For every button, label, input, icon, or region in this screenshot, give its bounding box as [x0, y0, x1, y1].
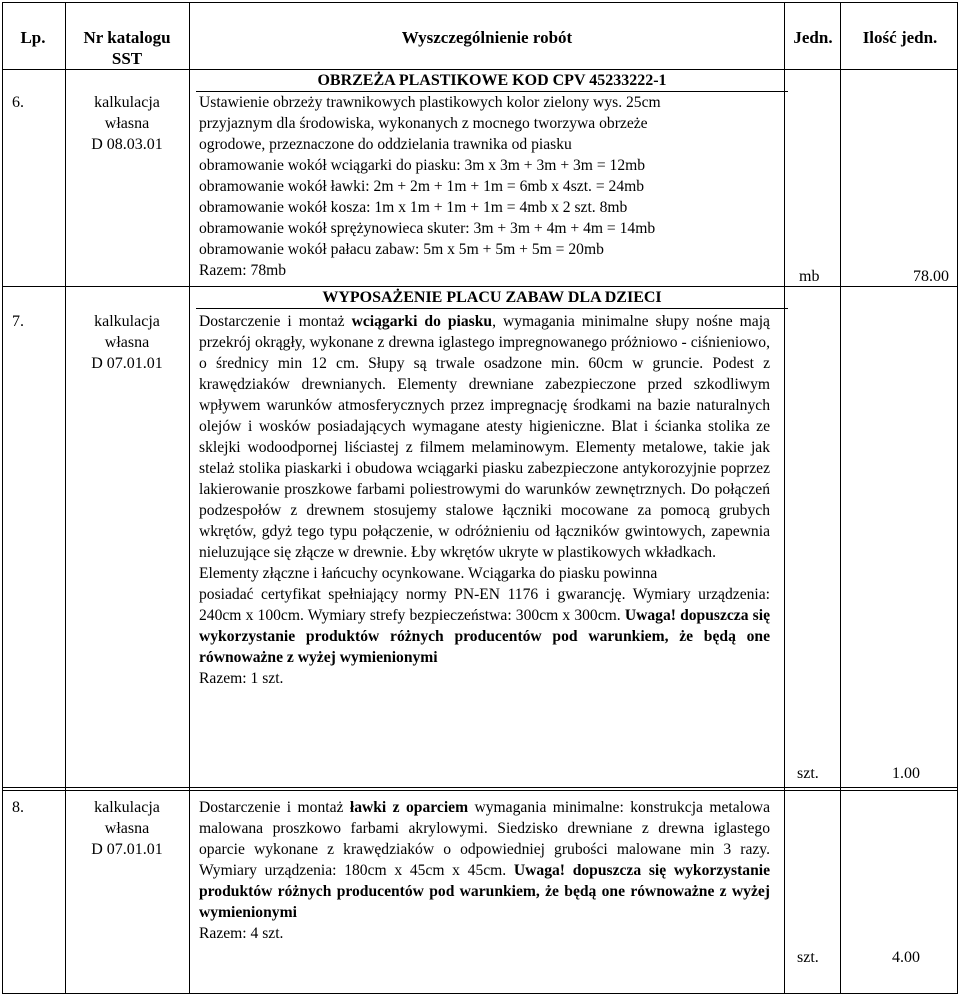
row-6-line-5: obramowanie wokół ławki: 2m + 2m + 1m + 1m = 6mb x 4szt. = 24mb: [199, 178, 645, 195]
row-6-catalog-line3: D 08.03.01: [91, 136, 163, 153]
section-heading-playground: WYPOSAŻENIE PLACU ZABAW DLA DZIECI: [322, 289, 662, 306]
column-border-lp: [65, 2, 66, 994]
row-7-line-b-text: posiadać certyfikat spełniający normy PN-EN 1176 i gwarancję. Wymiary urządzenia: 240cm x 100cm. Wymiary strefy bezpieczeństwa: 300cm x 300cm.: [199, 586, 770, 624]
row-8-body: [199, 797, 770, 923]
column-border-unit: [840, 2, 841, 994]
header-divider: [2, 69, 958, 70]
row-6-quantity: 78.00: [913, 268, 949, 285]
row-8-intro: Dostarczenie i montaż: [199, 799, 350, 816]
row-6-total: Razem: 78mb: [199, 262, 287, 279]
row-7-line-a: Elementy złączne i łańcuchy ocynkowane. Wciągarka do piasku powinna: [199, 565, 658, 582]
row-7-intro: Dostarczenie i montaż: [199, 313, 352, 330]
row-7-body-text: , wymagania minimalne słupy nośne mają przekrój okrągły, wykonane z drewna iglastego impregnowanego próżniowo - ciśnieniowo, o średnicy min 12 cm. Słupy są trwale osadzone min. 60cm w gruncie. Podest z krawędziaków drewnianych. Elementy drewniane zabezpieczone przed szkodliwym wpływem warunków atmosferycznych przez impregnację środkami na bazie naturalnych olejów i wosków posiadających wymagane atesty higieniczne. Blat i ścianka stolika ze sklejki wodoodpornej liściastej z filmem melaminowym. Elementy metalowe, takie jak stelaż stolika piaskarki i obudowa wciągarki piasku zabezpieczone antykorozyjnie poprzez lakierowanie proszkowe farbami poliestrowymi do warunków zewnętrznych. Do połączeń podzespołów z drewnem stosujemy stalowe łączniki mocowane za pomocą grubych wkrętów, gdyż tego typu połączenie, w odróżnieniu od łączników gwintowych, zapewnia nieluzujące się złącze w drewnie. Łby wkrętów ukryte w plastikowych wkładkach.: [199, 313, 770, 561]
row-7-quantity: 1.00: [892, 765, 920, 782]
row-6-line-2: przyjaznym dla środowiska, wykonanych z mocnego tworzywa obrzeże: [199, 115, 648, 132]
column-border-left: [2, 2, 3, 994]
row-6-line-8: obramowanie wokół pałacu zabaw: 5m x 5m + 5m + 5m = 20mb: [199, 241, 604, 258]
row-8-catalog-line2: własna: [104, 820, 150, 837]
row-8-catalog-line1: kalkulacja: [94, 799, 160, 816]
row-7-catalog: [68, 311, 186, 374]
section-heading-borders: OBRZEŻA PLASTIKOWE KOD CPV 45233222-1: [317, 72, 667, 89]
table-border-top: [2, 2, 958, 3]
row-6-catalog: [68, 92, 186, 155]
row-7-unit: szt.: [797, 765, 819, 782]
row-6-line-3: ogrodowe, przeznaczone do oddzielania trawnika od piasku: [199, 136, 572, 153]
row-7-total: Razem: 1 szt.: [199, 670, 284, 687]
header-lp: Lp.: [20, 28, 46, 47]
header-quantity: Ilość jedn.: [862, 28, 938, 47]
row-7-catalog-line3: D 07.01.01: [91, 355, 163, 372]
row-8-total: Razem: 4 szt.: [199, 925, 284, 942]
row-6-description: [199, 92, 770, 281]
column-border-description: [784, 2, 785, 994]
row-8-catalog-line3: D 07.01.01: [91, 841, 163, 858]
row-7-description: [199, 311, 770, 689]
row-7-bottom-double: [2, 790, 958, 791]
row-6-unit: mb: [799, 268, 820, 285]
row-8-body-text: wymagania minimalne: konstrukcja metalowa malowana proszkowo farbami akrylowymi. Siedzisko drewniane z drewna iglastego oparcie wykonane z krawędziaków o odpowiedniej grubości malowane min 3 razy. Wymiary urządzenia: 180cm x 45cm x 45cm.: [199, 799, 770, 879]
row-7-body: [199, 311, 770, 563]
row-6-line-6: obramowanie wokół kosza: 1m x 1m + 1m + 1m = 4mb x 2 szt. 8mb: [199, 199, 628, 216]
row-6-catalog-line1: kalkulacja: [94, 94, 160, 111]
header-catalog-line1: Nr katalogu: [83, 28, 171, 47]
row-7-catalog-line1: kalkulacja: [94, 313, 160, 330]
row-7-bottom: [2, 787, 958, 788]
row-7-note: Uwaga! dopuszcza się wykorzystanie produktów różnych producentów pod warunkiem, że będą one równoważne z wyżej wymienionymi: [199, 607, 770, 666]
column-border-right: [957, 2, 958, 994]
row-6-lp: 6.: [12, 94, 24, 111]
row-6-line-1: Ustawienie obrzeży trawnikowych plastikowych kolor zielony wys. 25cm: [199, 94, 661, 111]
header-unit: Jedn.: [793, 28, 833, 47]
row-8-quantity: 4.00: [892, 949, 920, 966]
row-6-catalog-line2: własna: [104, 115, 150, 132]
row-7-catalog-line2: własna: [104, 334, 150, 351]
row-8-description: [199, 797, 770, 944]
row-8-catalog: [68, 797, 186, 860]
row-6-line-4: obramowanie wokół wciągarki do piasku: 3m x 3m + 3m + 3m = 12mb: [199, 157, 646, 174]
column-border-catalog: [189, 2, 190, 994]
row-8-unit: szt.: [797, 949, 819, 966]
row-7-item-name: wciągarki do piasku: [351, 313, 493, 330]
header-description: Wyszczególnienie robót: [401, 28, 573, 47]
row-7-line-b: [199, 584, 770, 668]
row-7-lp: 7.: [12, 313, 24, 330]
table-border-bottom: [2, 993, 958, 994]
header-catalog-line2: SST: [111, 49, 143, 68]
row-8-note: Uwaga! dopuszcza się wykorzystanie produktów różnych producentów pod warunkiem, że będą one równoważne z wyżej wymienionymi: [199, 862, 770, 921]
row-8-lp: 8.: [12, 799, 24, 816]
row-6-line-7: obramowanie wokół sprężynowieca skuter: 3m + 3m + 4m + 4m = 14mb: [199, 220, 656, 237]
section-2-divider: [196, 308, 788, 309]
row-8-item-name: ławki z oparciem: [349, 799, 469, 816]
